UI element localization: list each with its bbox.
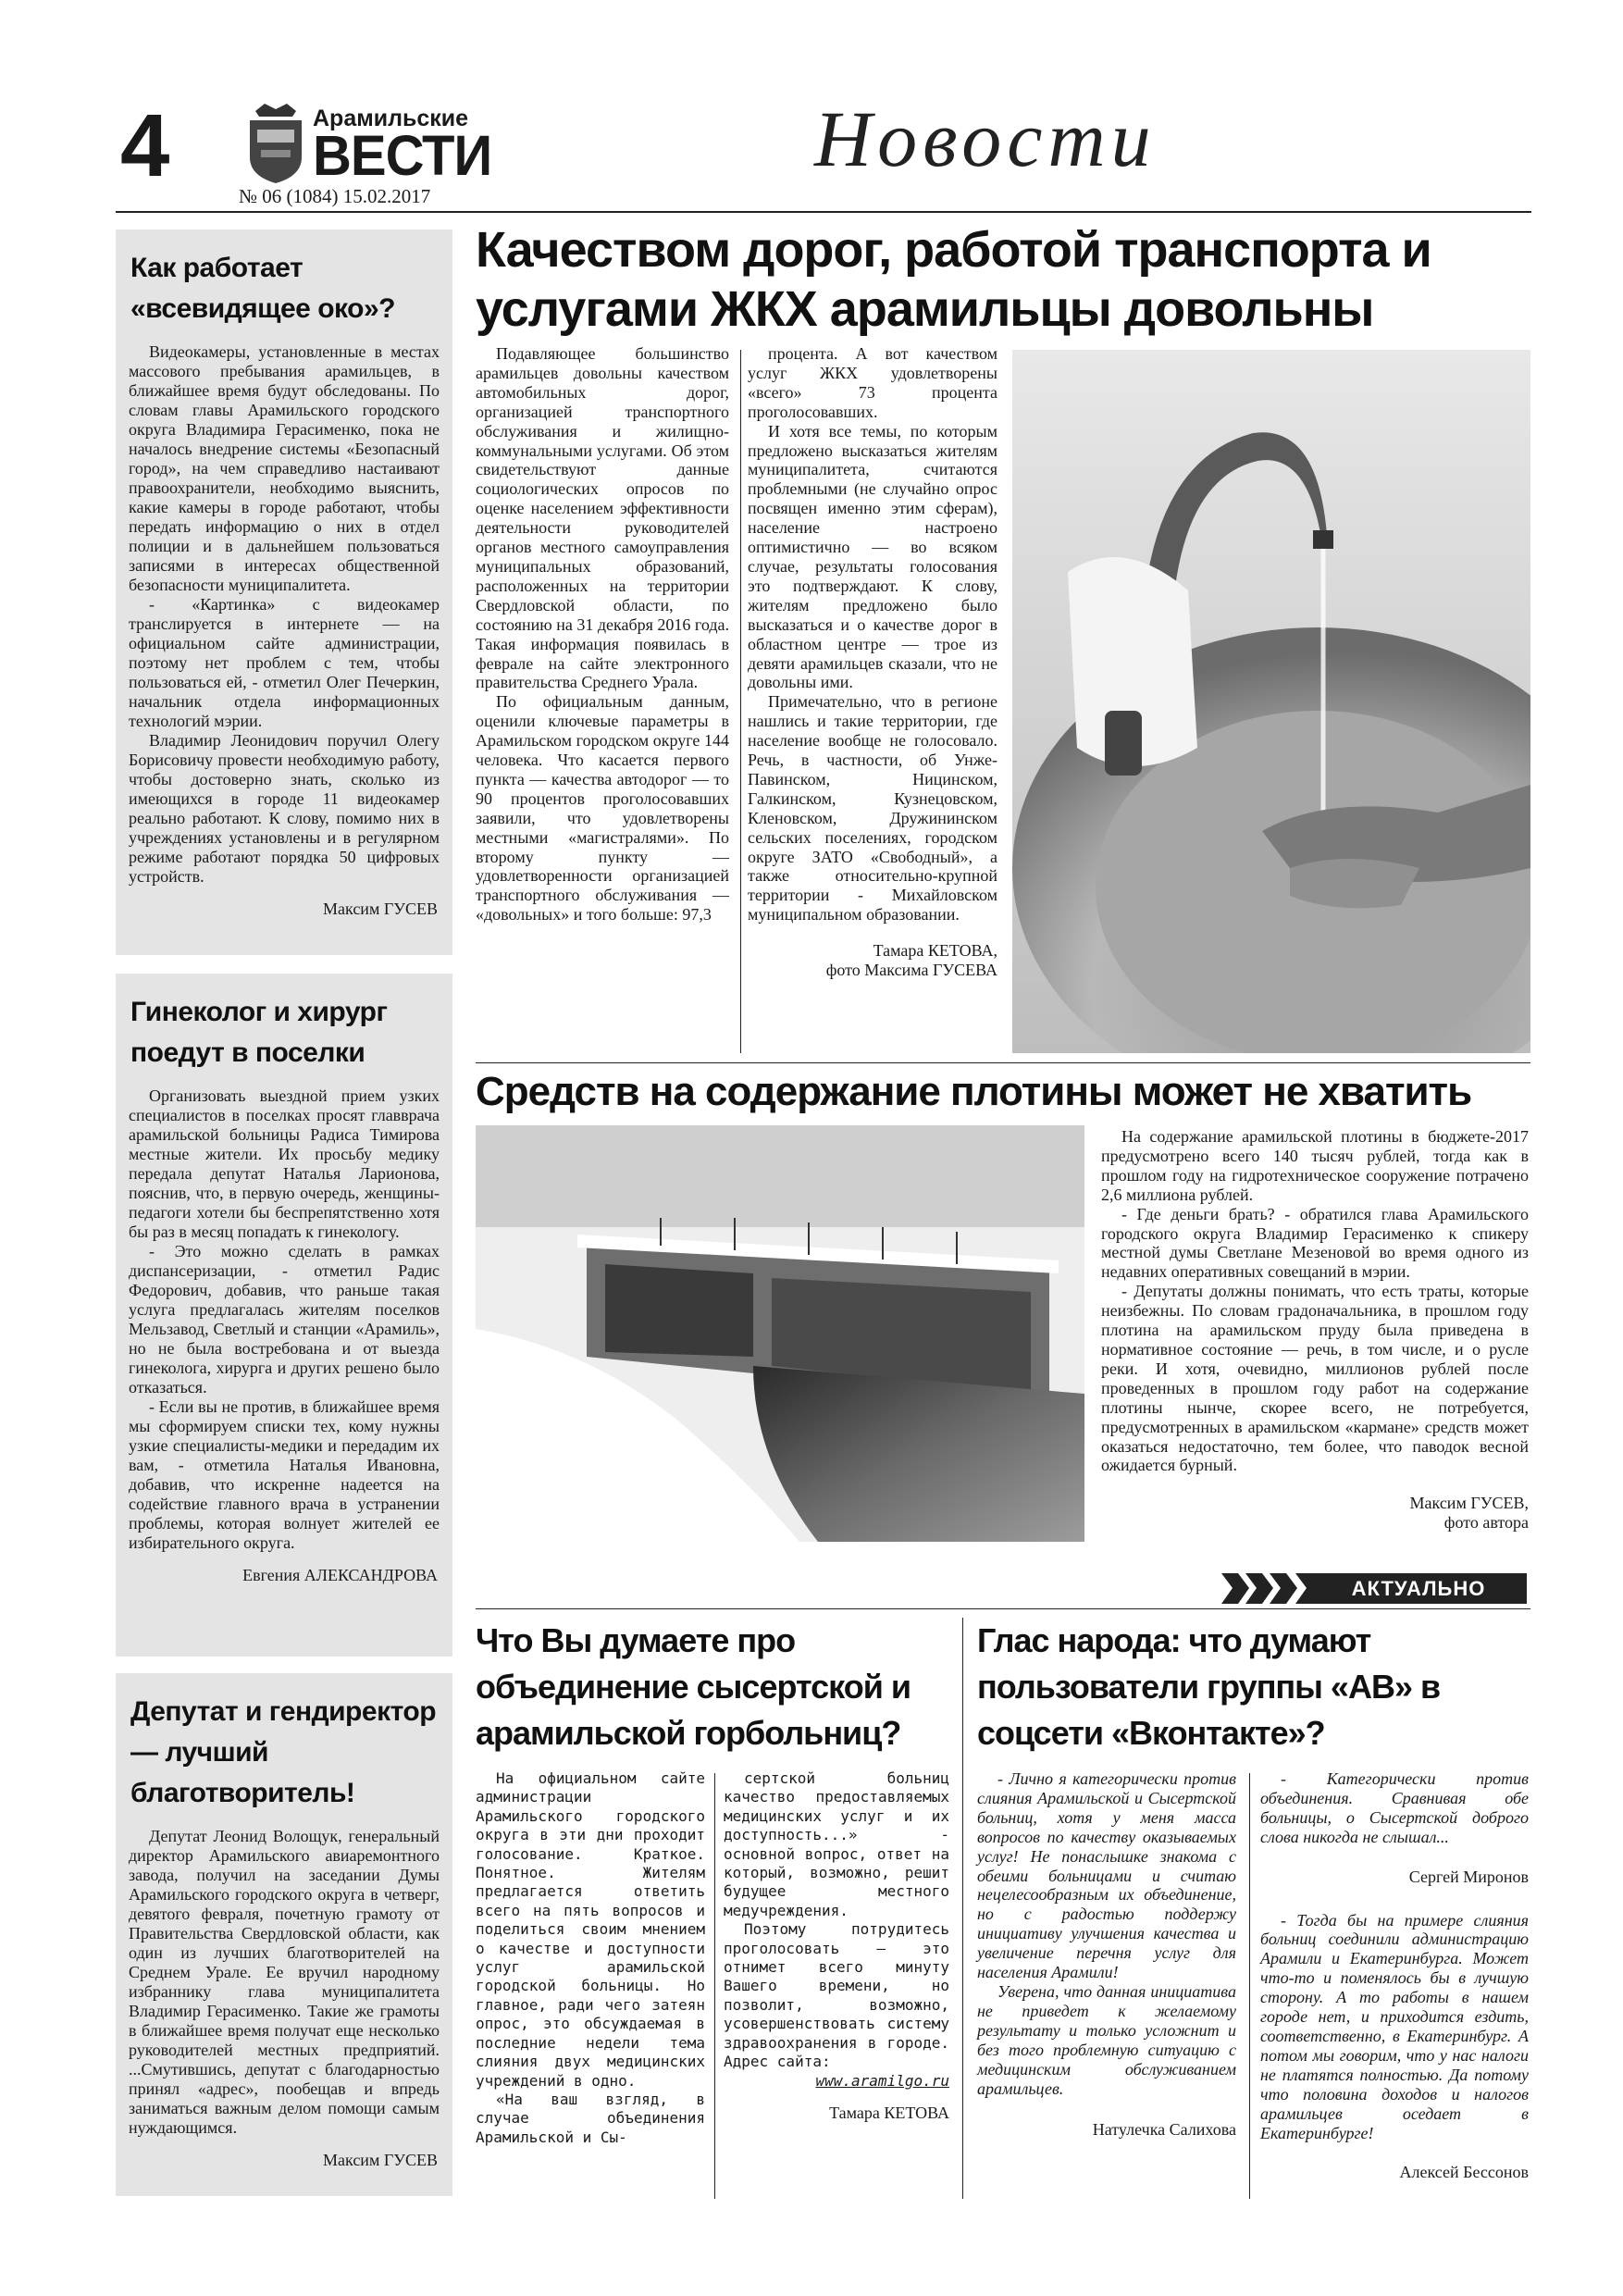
hospital-headline: Что Вы думаете про объединение сысертской и арамильской горбольниц? xyxy=(476,1621,911,1752)
article-author: Максим ГУСЕВ xyxy=(323,2151,438,2169)
newspaper-logo xyxy=(239,102,492,188)
comment-author: Алексей Бессонов xyxy=(1399,2163,1529,2182)
article-author: Тамара КЕТОВА, xyxy=(873,941,997,961)
paragraph: процента. А вот качеством услуг ЖКХ удовлетворены «всего» 73 процента проголосовавших. xyxy=(748,344,997,421)
paragraph: Владимир Леонидович поручил Олегу Борисовичу провести необходимую работу, чтобы достоверно знать, сколько из имеющихся в городе 11 видеокамер реально работают. К слову, помимо них в учреждениях установлены и в регулярном режиме работают порядка 50 цифровых устройств. xyxy=(129,731,440,886)
faucet-illustration xyxy=(1012,350,1530,1053)
header-rule xyxy=(116,211,1531,213)
page-number: 4 xyxy=(120,96,170,195)
vox-headline: Глас народа: что думают пользователи группы «АВ» в соцсети «Вконтакте»? xyxy=(977,1621,1441,1752)
section-title: Новости xyxy=(814,94,1157,183)
dam-headline: Средств на содержание плотины может не хватить xyxy=(476,1069,1472,1114)
logo-line-1: Арамильские xyxy=(313,105,469,131)
photo-credit: фото автора xyxy=(1443,1513,1529,1533)
paragraph: Поэтому потрудитесь проголосовать – это отнимет всего минуту Вашего времени, но позволит, возможно, усовершенствовать систему здравоохранения в городе. Адрес сайта: xyxy=(724,1920,949,2071)
website-link[interactable]: www.aramilgo.ru xyxy=(815,2071,949,2090)
topic-badge xyxy=(1221,1573,1527,1604)
paragraph: сертской больниц качество предоставляемых медицинских услуг и их доступность...» - основной вопрос, ответ на который, возможно, решит будущее местного медучреждения. xyxy=(724,1769,949,1919)
faucet-photo xyxy=(1012,350,1530,1053)
paragraph: Примечательно, что в регионе нашлись и такие территории, где население вообще не голосовало. Речь, в частности, об Унже-Павинском, Ницинском, Галкинском, Кузнецовском, Кленовском, Дружининском сельских поселениях, городском округе ЗАТО «Свободный», а также относительно-крупной территории - Михайловском муниципальном образовании. xyxy=(748,692,997,925)
column-rule xyxy=(714,1773,715,2199)
article-author: Максим ГУСЕВ xyxy=(323,900,438,918)
paragraph: И хотя все темы, по которым предложено высказаться жителям муниципалитета, считаются проблемными (не случайно опрос посвящен именно этим сферам), население настроено оптимистично — во всяком случае, результаты голосования это подтверждают. К слову, жителям предложено было высказаться и о качестве дорог в областном центре — трое из девяти арамильцев сказали, что не довольны ими. xyxy=(748,421,997,692)
article-title: Гинеколог и хирург поедут в поселки xyxy=(130,997,388,1068)
paragraph: - Если вы не против, в ближайшее время мы сформируем списки тех, кому нужны узкие специалисты-медики и передадим их вам, - отметила Наталья Ивановна, добавив, что искренне надеется на содействие главного врача в устранении проблемы, которая волнует жителей ее избирательного округа. xyxy=(129,1397,440,1552)
lead-column-2 xyxy=(748,344,997,980)
logo-line-2: ВЕСТИ xyxy=(313,124,492,188)
article-author: Максим ГУСЕВ, xyxy=(1409,1494,1529,1513)
hospital-column-2 xyxy=(724,1769,949,2122)
section-rule xyxy=(476,1608,1530,1609)
paragraph: - Депутаты должны понимать, что есть траты, которые неизбежны. По словам градоначальника, в прошлом году плотина на арамильском пруду была приведена в нормативное состояние — речь, в том числе, и о русле реки. И хотя, очевидно, миллионов рублей после проведенных в прошлом году работ на содержание плотины нынче, скорее всего, не потребуется, предусмотренных в арамильском «кармане» средств может оказаться недостаточно, тем более, что паводок весной ожидается бурный. xyxy=(1101,1282,1529,1475)
paragraph: По официальным данным, оценили ключевые параметры в Арамильском городском округе 144 человека. Что касается первого пункта — качества автодорог — то 90 процентов проголосовавших заявили, что удовлетворены местными «магистралями». По второму пункту — удовлетворенности организацией транспортного обслуживания — «довольных» и того больше: 97,3 xyxy=(476,692,729,925)
vox-column-2 xyxy=(1260,1769,1529,2182)
paragraph: - «Картинка» с видеокамер транслируется в интернете — на официальном сайте администрации, поэтому нет проблем с тем, чтобы пользоваться ей, - отметил Олег Печеркин, начальник отдела информационных технологий мэрии. xyxy=(129,595,440,730)
paragraph: - Где деньги брать? - обратился глава Арамильского городского округа Владимир Герасименко к спикеру местной думы Светлане Мезеновой во время одного из недавних оперативных совещаний в мэрии. xyxy=(1101,1204,1529,1282)
article-body xyxy=(116,1079,452,1553)
paragraph: На официальном сайте администрации Арамильского городского округа в эти дни проходит голосование. Краткое. Понятное. Жителям предлагается ответить всего на пять вопросов и поделиться своим мнением о качестве и доступности услуг арамильской городской больницы. Но главное, ради чего затеян опрос, это обсуждаемая в последние недели тема слияния двух медицинских учреждений в одно. xyxy=(476,1769,705,2090)
paragraph: - Тогда бы на примере слияния больниц соединили администрацию Арамили и Екатеринбурга. Может что-то и поменялось бы в лучшую сторону. А то работы в нашем городе нет, и приходится ездить, соответственно, в Екатеринбург. А потом мы говорим, что у нас налоги не платятся полностью. Да потому что половина доходов и налогов арамильцев оседает в Екатеринбурге! xyxy=(1260,1910,1529,2142)
sidebar-article-3 xyxy=(116,1673,452,2196)
badge-label: АКТУАЛЬНО xyxy=(1351,1577,1486,1600)
article-body xyxy=(116,1819,452,2138)
coat-of-arms-icon xyxy=(239,102,313,185)
sidebar-article-2 xyxy=(116,974,452,1657)
dam-photo xyxy=(476,1125,1084,1542)
column-rule xyxy=(1249,1773,1250,2199)
paragraph: Уверена, что данная инициатива не приведет к желаемому результату и только усложнит и без того проблемную ситуацию с медицинским обслуживанием арамильцев. xyxy=(977,1981,1236,2098)
article-title: Как работает «всевидящее око»? xyxy=(130,253,395,324)
paragraph: «На ваш взгляд, в случае объединения Арамильской и Сы- xyxy=(476,2090,705,2146)
column-rule xyxy=(740,350,741,1053)
lead-headline: Качеством дорог, работой транспорта и услугами ЖКХ арамильцы довольны xyxy=(476,222,1431,337)
lead-column-1 xyxy=(476,344,729,925)
paragraph: Подавляющее большинство арамильцев довольны качеством автомобильных дорог, организацией транспортного обслуживания и жилищно-коммунальными услугами. Об этом свидетельствуют данные социологических опросов по оценке населением эффективности деятельности руководителей органов местного самоуправления муниципальных образований, расположенных на территории Свердловской области, по состоянию на 31 декабря 2016 года. Такая информация появилась в феврале на сайте электронного правительства Среднего Урала. xyxy=(476,344,729,692)
dam-body xyxy=(1101,1127,1529,1533)
hospital-column-1 xyxy=(476,1769,705,2147)
paragraph: - Это можно сделать в рамках диспансеризации, - отметил Радис Федорович, добавив, что раньше такая услуга предлагалась жителям поселков Мельзавод, Светлый и станции «Арамиль», но не была востребована и от выезда гинеколога, хирурга и других решено было отказаться. xyxy=(129,1242,440,1396)
photo-credit: фото Максима ГУСЕВА xyxy=(825,961,997,980)
issue-number: № 06 (1084) 15.02.2017 xyxy=(239,185,431,207)
vox-column-1 xyxy=(977,1769,1236,2140)
article-body xyxy=(116,335,452,887)
paragraph: Организовать выездной прием узких специалистов в поселках просят главврача арамильской больницы Радиса Тимирова местные жители. Их просьбу медику передала депутат Наталья Ларионова, пояснив, что, в первую очередь, женщины-педагоги хотели бы беспрепятственно хотя бы раз в месяц попадать к гинекологу. xyxy=(129,1086,440,1241)
section-rule xyxy=(476,1062,1530,1063)
column-rule xyxy=(962,1618,963,2199)
comment-author: Натулечка Салихова xyxy=(1092,2120,1236,2140)
article-author: Евгения АЛЕКСАНДРОВА xyxy=(242,1566,438,1584)
paragraph: - Категорически против объединения. Сравнивая обе больницы, о Сысертской доброго слова никогда не слышал... xyxy=(1260,1769,1529,1846)
paragraph: - Лично я категорически против слияния Арамильской и Сысертской больниц, хотя у меня масса вопросов по качеству оказываемых услуг! Не понаслышке знакома с обеими больницами и считаю нецелесообразным их объединение, но с радостью поддержу инициативу улучшения качества и увеличение перечня услуг для населения Арамили! xyxy=(977,1769,1236,1982)
paragraph: Депутат Леонид Волощук, генеральный директор Арамильского авиаремонтного завода, получил на заседании Думы Арамильского городского округа в четверг, девятого февраля, почетную грамоту от Правительства Свердловской области, как один из лучших благотворителей на Среднем Урале. Ее вручил народному избраннику глава муниципалитета Владимир Герасименко. Такие же грамоты в ближайшее время получат еще несколько руководителей местных предприятий. ...Смутившись, депутат с благодарностью принял «адрес», пообещав и впредь заниматься важным делом помощи самым нуждающимся. xyxy=(129,1827,440,2137)
paragraph: На содержание арамильской плотины в бюджете-2017 предусмотрено всего 140 тысяч рублей, тогда как в прошлом году на гидротехническое сооружение потрачено 2,6 миллиона рублей. xyxy=(1101,1127,1529,1204)
paragraph: Видеокамеры, установленные в местах массового пребывания арамильцев, в ближайшее время будут обследованы. По словам главы Арамильского городского округа Владимира Герасименко, пока не началось внедрение системы «Безопасный город», на чем справедливо настаивают правоохранители, необходимо выяснить, какие камеры в городе работают, чтобы передать информацию о них в отдел полиции и в дальнейшем пользоваться записями в интересах общественной безопасности муниципалитета. xyxy=(129,342,440,594)
sidebar-article-1 xyxy=(116,230,452,955)
comment-author: Сергей Миронов xyxy=(1408,1867,1529,1886)
dam-illustration xyxy=(476,1125,1084,1542)
article-title: Депутат и гендиректор — лучший благотворитель! xyxy=(130,1696,437,1808)
article-author: Тамара КЕТОВА xyxy=(829,2103,949,2122)
